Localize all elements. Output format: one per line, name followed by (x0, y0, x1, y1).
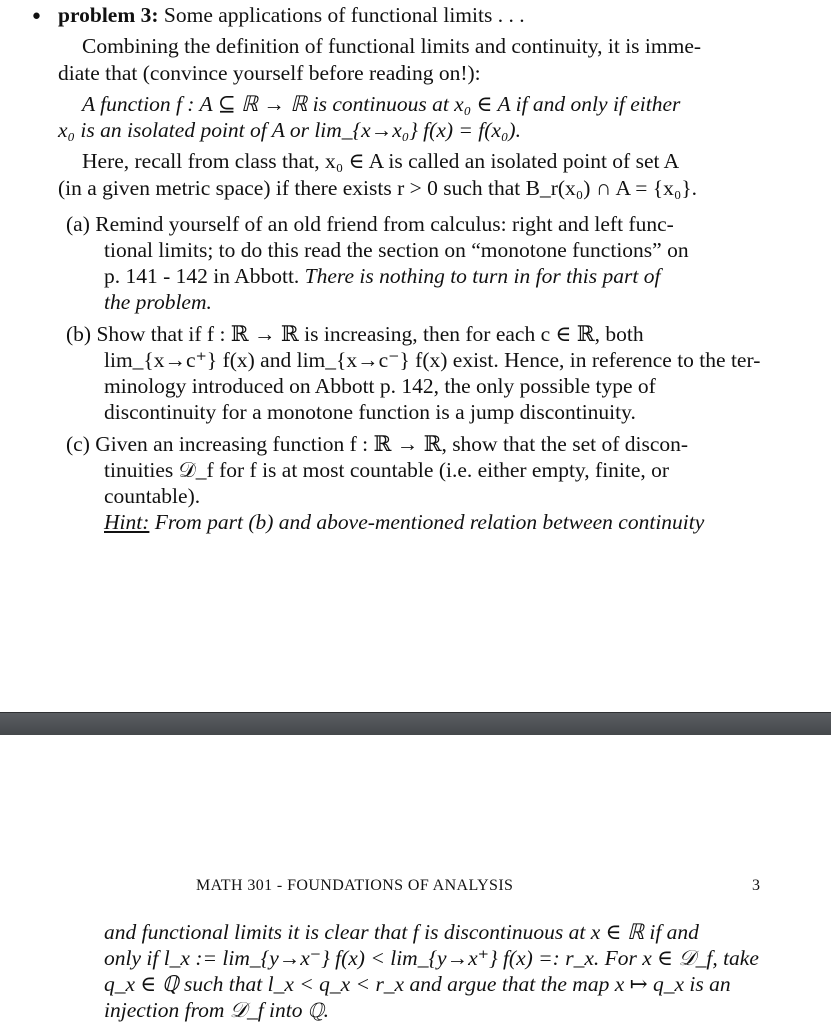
part-a-text: p. 141 - 142 in Abbott. (104, 264, 305, 288)
page-separator (0, 712, 831, 736)
part-b-line: minology introduced on Abbott p. 142, the only possible type of (104, 374, 656, 398)
running-header: MATH 301 - FOUNDATIONS OF ANALYSIS (196, 877, 514, 894)
continuation-line: only if l_x := lim_{y→x⁻} f(x) < lim_{y→x⁺} f(x) =: r_x. For x ∈ 𝒟_f, take (104, 946, 759, 970)
problem-heading (58, 2, 525, 28)
part-b-line: discontinuity for a monotone function is a jump discontinuity. (104, 400, 636, 424)
text-line: diate that (convince yourself before reading on!): (58, 61, 481, 85)
text-line: (in a given metric space) if there exists r > 0 such that B_r(x₀) ∩ A = {x₀}. (58, 176, 698, 200)
part-a-line: the problem. (104, 290, 212, 314)
part-c-line: countable). (104, 484, 201, 508)
text-line: Combining the definition of functional limits and continuity, it is imme- (82, 34, 702, 58)
hint-label: Hint: (104, 510, 150, 534)
part-b-line: lim_{x→c⁺} f(x) and lim_{x→c⁻} f(x) exist. Hence, in reference to the ter- (104, 348, 761, 372)
bullet-icon: • (30, 5, 43, 30)
problem-label: problem 3: (58, 3, 159, 27)
part-c-line: tinuities 𝒟_f for f is at most countable (i.e. either empty, finite, or (104, 458, 670, 482)
hint-text: From part (b) and above-mentioned relation between continuity (149, 510, 705, 534)
part-b-line: (b) Show that if f : ℝ → ℝ is increasing, then for each c ∈ ℝ, both (66, 322, 644, 346)
part-a-italic: There is nothing to turn in for this part of (304, 264, 661, 288)
statement-line: x₀ is an isolated point of A or lim_{x→x₀} f(x) = f(x₀). (58, 118, 521, 142)
hint-line (104, 509, 704, 535)
problem-title: Some applications of functional limits . . . (158, 3, 525, 27)
continuation-line: and functional limits it is clear that f is discontinuous at x ∈ ℝ if and (104, 920, 699, 944)
statement-line: A function f : A ⊆ ℝ → ℝ is continuous at x₀ ∈ A if and only if either (82, 92, 681, 116)
part-a-line: tional limits; to do this read the section on “monotone functions” on (104, 238, 689, 262)
page-number: 3 (752, 877, 760, 894)
text-line: Here, recall from class that, x₀ ∈ A is called an isolated point of set A (82, 149, 680, 173)
continuation-line: q_x ∈ ℚ such that l_x < q_x < r_x and argue that the map x ↦ q_x is an (104, 972, 731, 996)
part-c-line: (c) Given an increasing function f : ℝ → ℝ, show that the set of discon- (66, 432, 689, 456)
part-a-line (104, 263, 660, 289)
part-a-line: (a) Remind yourself of an old friend from calculus: right and left func- (66, 212, 674, 236)
continuation-line: injection from 𝒟_f into ℚ. (104, 998, 330, 1022)
